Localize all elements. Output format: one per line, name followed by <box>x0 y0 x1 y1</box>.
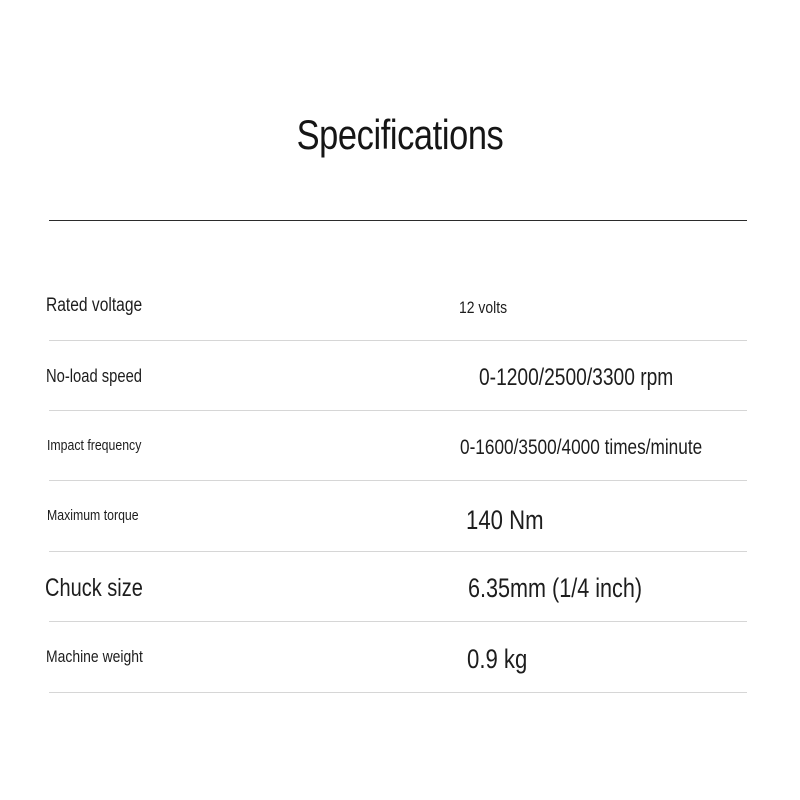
spec-row-impact-frequency <box>49 411 747 481</box>
spec-value: 6.35mm (1/4 inch) <box>468 573 643 603</box>
spec-row-maximum-torque <box>49 482 747 552</box>
spec-label: Machine weight <box>46 647 143 666</box>
spec-value: 0.9 kg <box>467 644 528 674</box>
title-divider <box>49 220 747 221</box>
spec-row-rated-voltage <box>46 271 747 341</box>
spec-label: Rated voltage <box>46 295 143 316</box>
spec-value: 140 Nm <box>466 505 544 535</box>
row-divider <box>49 621 747 622</box>
spec-label: Chuck size <box>45 574 143 602</box>
row-divider <box>49 480 747 481</box>
spec-row-chuck-size <box>45 552 747 622</box>
row-divider <box>49 692 747 693</box>
spec-value: 12 volts <box>459 298 508 317</box>
spec-row-machine-weight <box>46 623 747 693</box>
spec-value: 0-1600/3500/4000 times/minute <box>460 436 703 459</box>
spec-label: Impact frequency <box>47 437 142 454</box>
spec-label: Maximum torque <box>47 507 139 524</box>
page-title: Specifications <box>296 111 504 158</box>
spec-row-no-load-speed <box>46 341 747 411</box>
spec-label: No-load speed <box>46 366 143 386</box>
spec-value: 0-1200/2500/3300 rpm <box>479 364 674 391</box>
